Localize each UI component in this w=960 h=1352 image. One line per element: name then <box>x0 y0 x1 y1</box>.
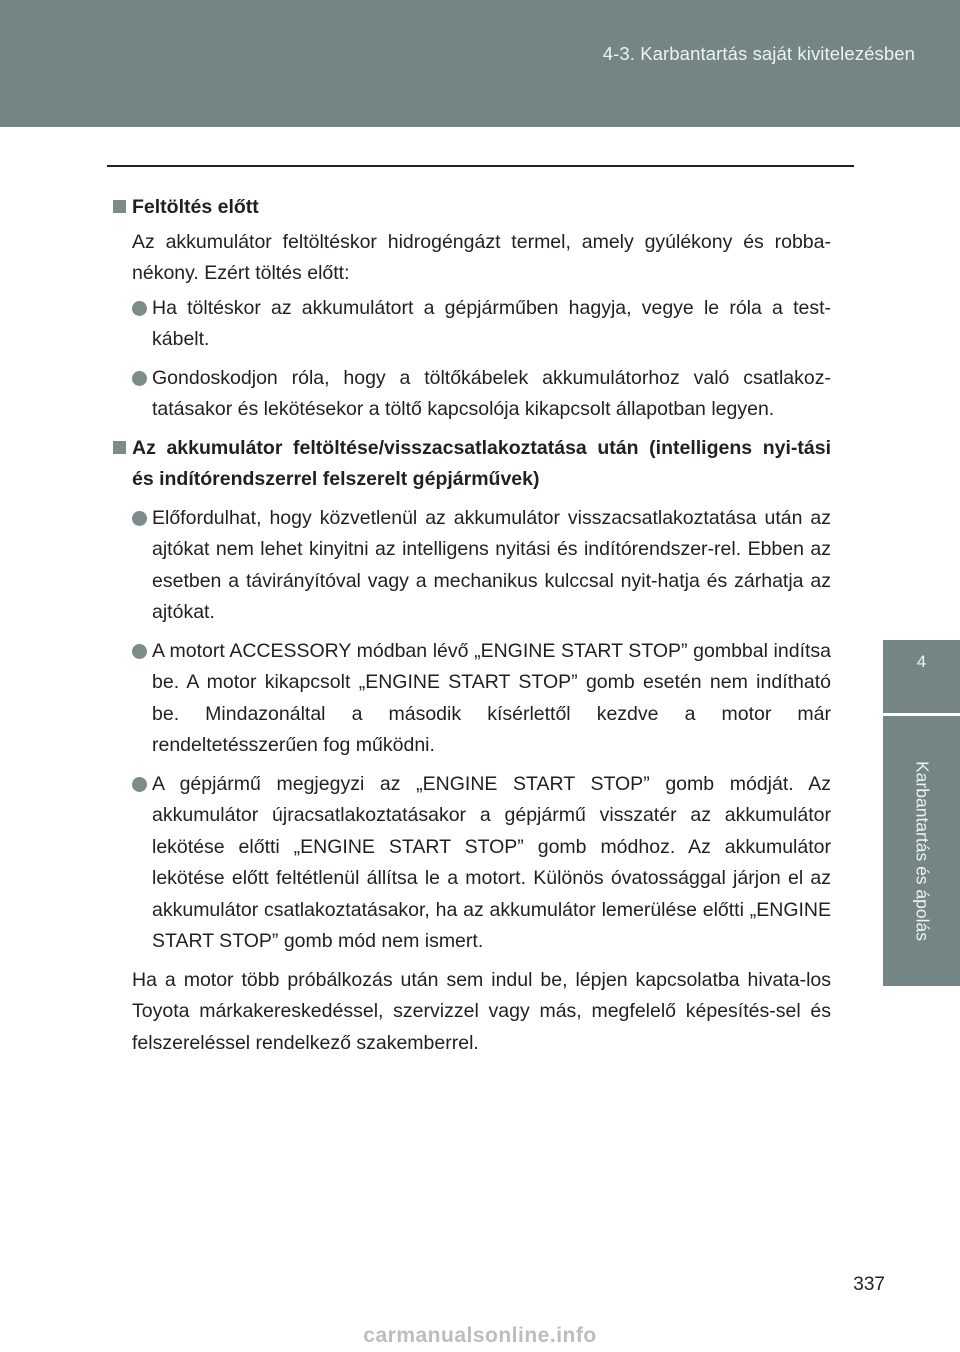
list-item <box>107 769 831 958</box>
list-item <box>107 636 831 762</box>
list-item-text: Gondoskodjon róla, hogy a töltőkábelek akkumulátorhoz való csatlakoz-tatásakor és lekötésekor a töltő kapcsolója kikapcsolt állapotban legyen. <box>152 366 831 420</box>
chapter-tab-label <box>883 716 960 986</box>
top-divider <box>107 165 854 167</box>
list-item-text: A gépjármű megjegyzi az „ENGINE START STOP” gomb módját. Az akkumulátor újracsatlakoztatásakor a gépjármű visszatér az akkumulátor lekötése előtti „ENGINE START STOP” gomb módhoz. Az akkumulátor lekötése előtt feltétlenül állítsa le a motort. Különös óvatossággal járjon el az akkumulátor csatlakoztatásakor, ha az akkumulátor lemerülése előtti „ENGINE START STOP” gomb mód nem ismert. <box>152 772 831 952</box>
square-bullet-icon <box>113 200 126 213</box>
section-heading-text: Az akkumulátor feltöltése/visszacsatlakoztatása után (intelligens nyi-tási és indítórendszerrel felszerelt gépjárművek) <box>132 436 831 490</box>
list-item-text: A motort ACCESSORY módban lévő „ENGINE START STOP” gombbal indítsa be. A motor kikapcsolt „ENGINE START STOP” gomb esetén nem indítható be. Mindazonáltal a második kísérlettől kezdve a motor már rendeltetésszerűen fog működni. <box>152 639 831 756</box>
round-bullet-icon <box>132 777 147 792</box>
round-bullet-icon <box>132 371 147 386</box>
watermark: carmanualsonline.info <box>363 1324 597 1347</box>
list-item <box>107 503 831 629</box>
section-intro: Az akkumulátor feltöltéskor hidrogéngázt termel, amely gyúlékony és robba-nékony. Ezért töltés előtt: <box>132 230 831 284</box>
square-bullet-icon <box>113 441 126 454</box>
main-content <box>107 192 831 1062</box>
list-item <box>107 363 831 426</box>
section-heading <box>107 192 831 224</box>
chapter-label: Karbantartás és ápolás <box>912 761 932 941</box>
round-bullet-icon <box>132 644 147 659</box>
chapter-number: 4 <box>916 652 927 671</box>
list-item-text: Ha töltéskor az akkumulátort a gépjárműben hagyja, vegye le róla a test-kábelt. <box>152 296 831 350</box>
round-bullet-icon <box>132 301 147 316</box>
section-heading <box>107 433 831 496</box>
section-title: 4-3. Karbantartás saját kivitelezésben <box>602 43 915 64</box>
list-item <box>107 293 831 356</box>
header-band <box>0 0 960 127</box>
list-item-text: Előfordulhat, hogy közvetlenül az akkumulátor visszacsatlakoztatása után az ajtókat nem lehet kinyitni az intelligens nyitási és indítórendszer-rel. Ebben az esetben a távirányítóval vagy a mechanikus kulccsal nyit-hatja és zárhatja az ajtókat. <box>152 506 831 623</box>
chapter-tab-number <box>883 640 960 713</box>
section-heading-text: Feltöltés előtt <box>132 196 259 218</box>
closing-paragraph: Ha a motor több próbálkozás után sem indul be, lépjen kapcsolatba hivata-los Toyota márkakereskedéssel, szervizzel vagy más, megfelelő képesítés-sel és felszereléssel rendelkező szakemberrel. <box>132 968 831 1054</box>
round-bullet-icon <box>132 511 147 526</box>
page-number: 337 <box>853 1274 885 1295</box>
